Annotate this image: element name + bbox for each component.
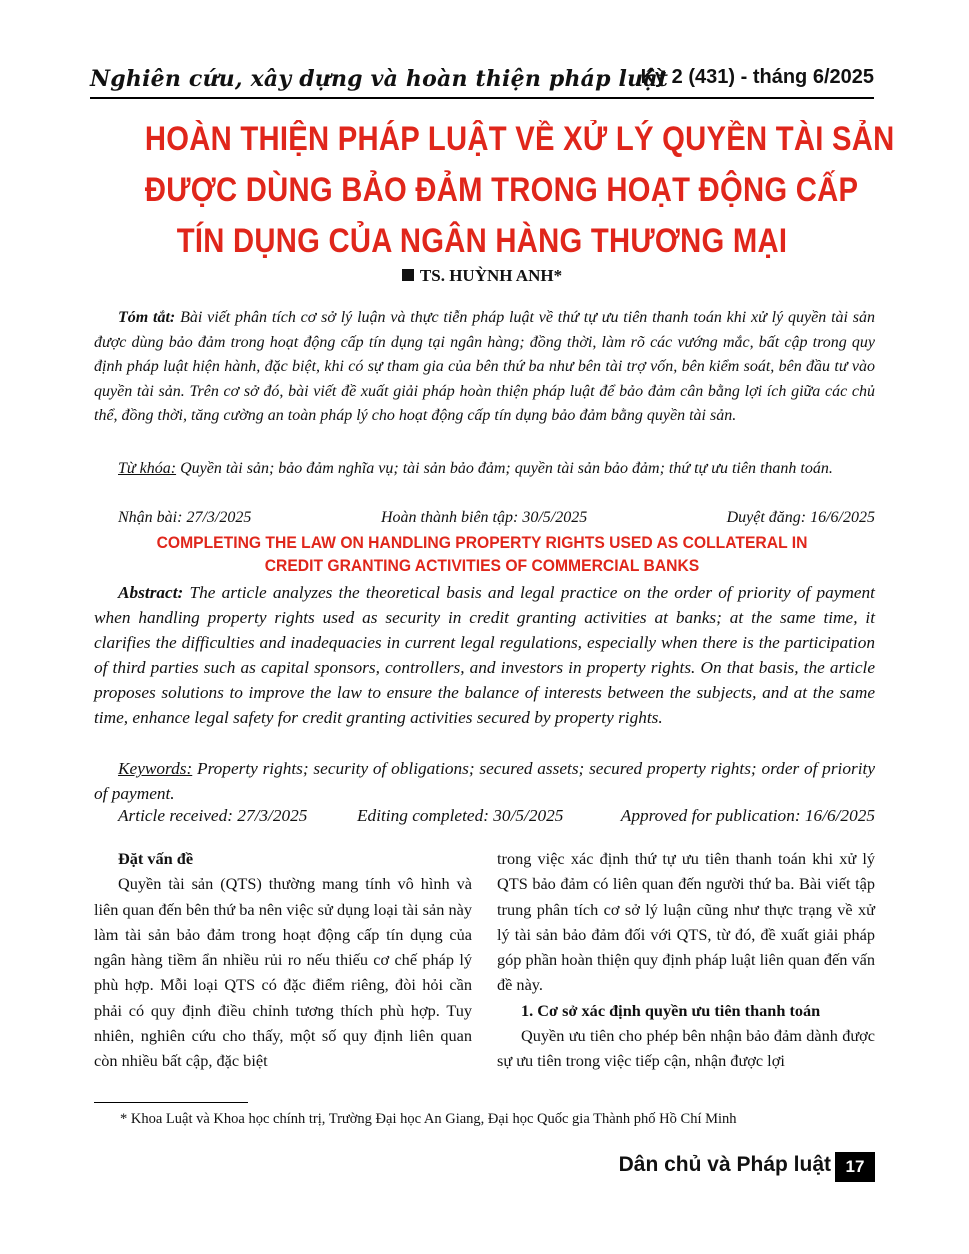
header-divider bbox=[90, 97, 874, 99]
english-title-line: CREDIT GRANTING ACTIVITIES OF COMMERCIAL BANKS bbox=[264, 557, 700, 575]
title-line: TÍN DỤNG CỦA NGÂN HÀNG THƯƠNG MẠI bbox=[176, 222, 788, 260]
edited-date: Hoàn thành biên tập: 30/5/2025 bbox=[381, 509, 588, 526]
english-title-line: COMPLETING THE LAW ON HANDLING PROPERTY RIGHTS USED AS COLLATERAL IN bbox=[156, 534, 808, 552]
body-paragraph: trong việc xác định thứ tự ưu tiên thanh toán khi xử lý QTS bảo đảm có liên quan đến người thứ ba. Bài viết tập trung phân tích cơ sở lý luận cũng như thực trạng về xử lý tài sản bảo đảm đối với QTS, từ đó, đề xuất giải pháp góp phần hoàn thiện quy định pháp luật liên quan đến vấn đề này. bbox=[497, 849, 875, 995]
vietnamese-abstract bbox=[94, 306, 875, 429]
keywords-text: Property rights; security of obligations; secured assets; secured property rights; order of priority of payment. bbox=[94, 759, 875, 803]
square-bullet-icon bbox=[402, 269, 414, 281]
article-received-date: Article received: 27/3/2025 bbox=[118, 806, 308, 825]
body-paragraph: Quyền tài sản (QTS) thường mang tính vô hình và liên quan đến bên thứ ba nên việc sử dụng loại tài sản này làm tài sản bảo đảm trong hoạt động cấp tín dụng của ngân hàng tiềm ẩn nhiều rủi ro nếu thiếu cơ chế pháp lý phù hợp. Mỗi loại QTS có đặc điểm riêng, đòi hỏi cần phải có quy định điều chỉnh tương thích phù hợp. Tuy nhiên, nghiên cứu cho thấy, một số quy định liên quan còn nhiều bất cập, đặc biệt bbox=[94, 874, 472, 1071]
approved-date: Duyệt đăng: 16/6/2025 bbox=[726, 509, 875, 526]
section-heading: 1. Cơ sở xác định quyền ưu tiên thanh toán bbox=[521, 1000, 821, 1020]
title-line: ĐƯỢC DÙNG BẢO ĐẢM TRONG HOẠT ĐỘNG CẤP bbox=[144, 171, 859, 209]
keywords-label: Keywords: bbox=[118, 759, 193, 778]
journal-name: Dân chủ và Pháp luật bbox=[618, 1153, 831, 1176]
keywords-text: Quyền tài sản; bảo đảm nghĩa vụ; tài sản bảo đảm; quyền tài sản bảo đảm; thứ tự ưu tiên thanh toán. bbox=[176, 460, 833, 477]
abstract-text: The article analyzes the theoretical basis and legal practice on the order of priority of payment when handling property rights used as security in credit granting activities at banks; at the same time, it clarifies the difficulties and inadequacies in current legal regulations, especially when there is the participation of third parties such as capital sponsors, controllers, and investors in property rights. On that basis, the article proposes solutions to improve the law to ensure the balance of interests between the subjects, and at the same time, enhance legal safety for credit granting activities secured by property rights. bbox=[94, 583, 875, 727]
body-column-left bbox=[94, 846, 472, 1074]
body-column-right bbox=[497, 846, 875, 1074]
approved-publication-date: Approved for publication: 16/6/2025 bbox=[620, 806, 875, 825]
author-line bbox=[90, 266, 874, 286]
vietnamese-keywords bbox=[94, 457, 875, 482]
abstract-label: Abstract: bbox=[118, 583, 184, 602]
series-title: Nghiên cứu, xây dựng và hoàn thiện pháp luật bbox=[90, 66, 669, 92]
author-name: TS. HUỲNH ANH* bbox=[419, 266, 563, 285]
received-date: Nhận bài: 27/3/2025 bbox=[118, 509, 252, 526]
page-number: 17 bbox=[835, 1152, 875, 1182]
abstract-text: Bài viết phân tích cơ sở lý luận và thực tiễn pháp luật về thứ tự ưu tiên thanh toán khi xử lý quyền tài sản được dùng bảo đảm trong hoạt động cấp tín dụng tại ngân hàng; đồng thời, làm rõ các vướng mắc, bất cập trong quy định pháp luật hiện hành, đặc biệt, khi có sự tham gia của bên thứ ba như bên tài trợ vốn, bên kiểm soát, bên đầu tư vào quyền tài sản. Trên cơ sở đó, bài viết đề xuất giải pháp hoàn thiện pháp luật để bảo đảm cân bằng lợi ích giữa các chủ thể, đồng thời, tăng cường an toàn pháp lý cho hoạt động cấp tín dụng bảo đảm bằng quyền tài sản. bbox=[94, 309, 876, 424]
english-keywords bbox=[94, 756, 875, 806]
section-heading: Đặt vấn đề bbox=[118, 849, 194, 868]
editing-completed-date: Editing completed: 30/5/2025 bbox=[357, 806, 564, 825]
english-abstract bbox=[94, 580, 875, 730]
title-line: HOÀN THIỆN PHÁP LUẬT VỀ XỬ LÝ QUYỀN TÀI SẢN bbox=[144, 120, 895, 158]
body-paragraph: Quyền ưu tiên cho phép bên nhận bảo đảm dành được sự ưu tiên trong việc tiếp cận, nhận được lợi bbox=[497, 1026, 875, 1071]
author-affiliation-footnote: * Khoa Luật và Khoa học chính trị, Trường Đại học An Giang, Đại học Quốc gia Thành phố Hồ Chí Minh bbox=[120, 1111, 737, 1127]
keywords-label: Từ khóa: bbox=[118, 460, 177, 477]
footnote-divider bbox=[94, 1102, 248, 1103]
issue-number: Kỳ 2 (431) - tháng 6/2025 bbox=[640, 66, 874, 88]
english-title bbox=[110, 532, 855, 578]
abstract-label: Tóm tắt: bbox=[118, 309, 176, 326]
article-title bbox=[144, 114, 895, 267]
running-header bbox=[90, 62, 874, 98]
